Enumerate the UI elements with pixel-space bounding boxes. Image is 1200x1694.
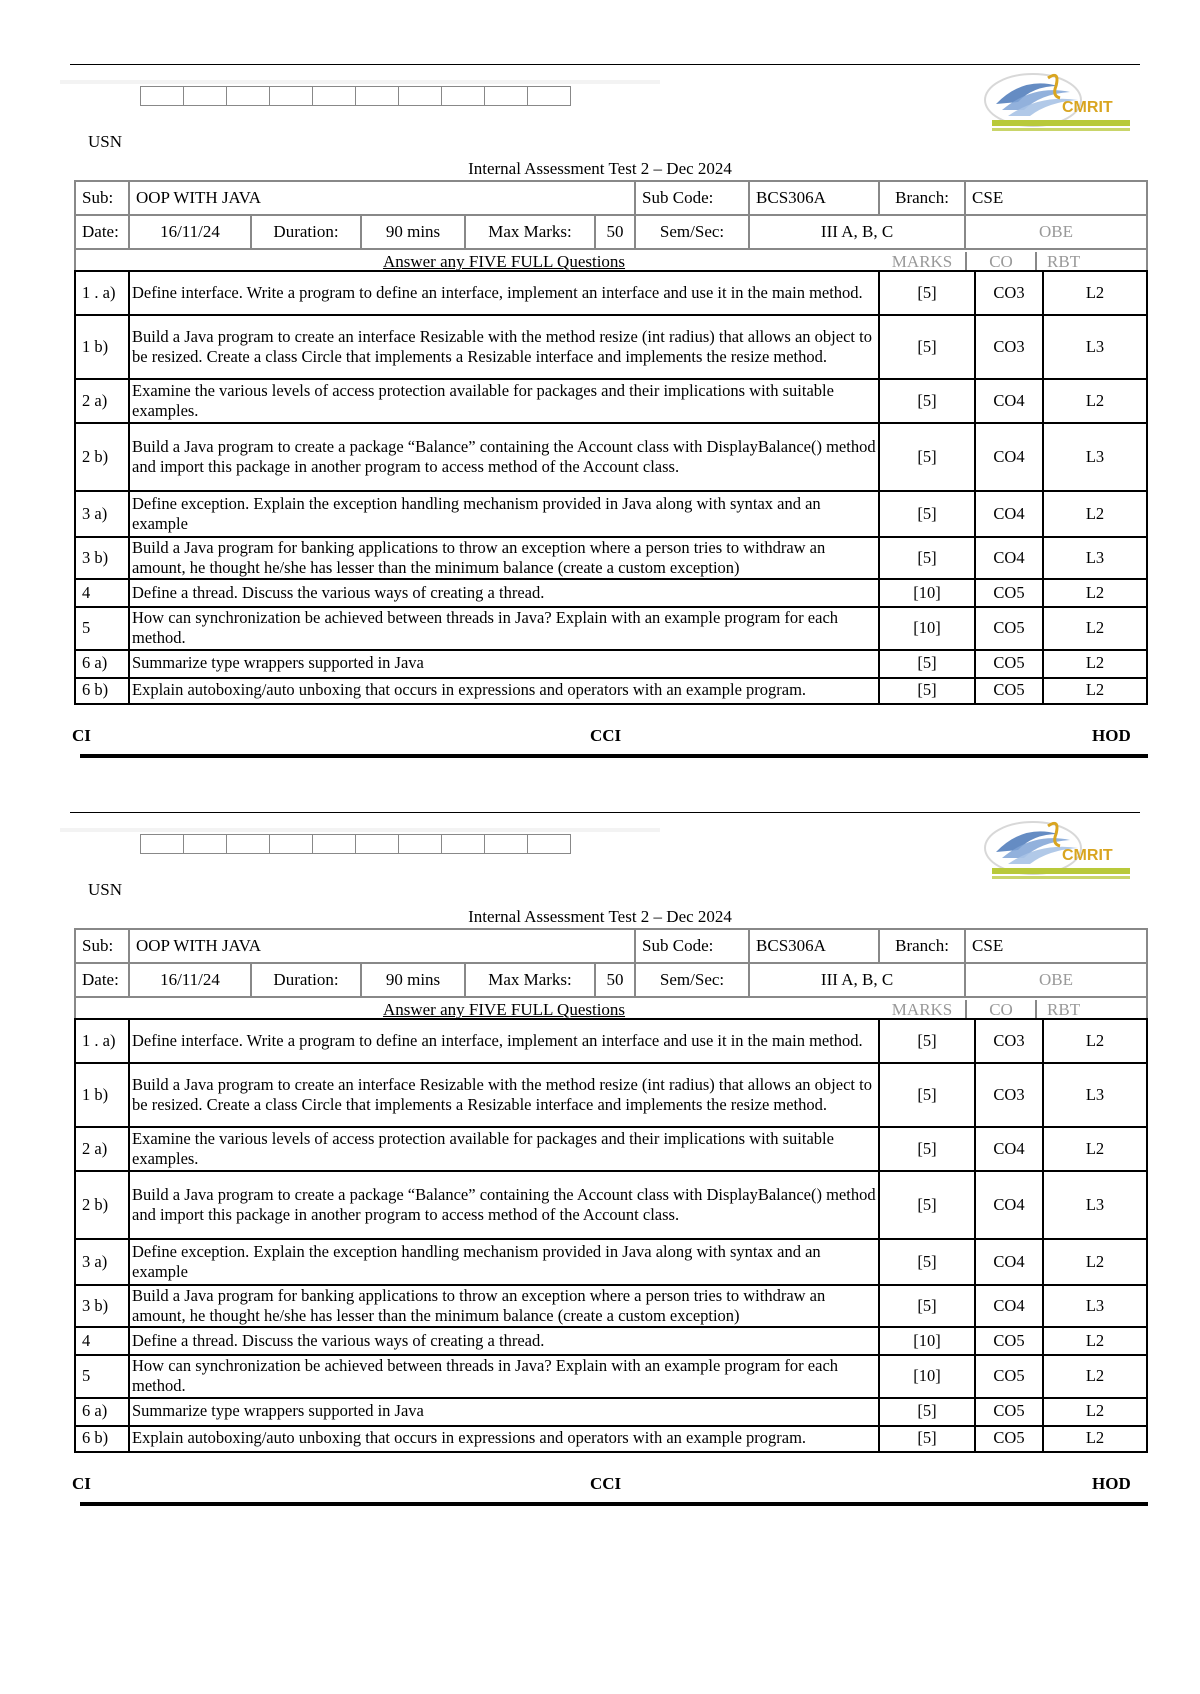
svg-text:CMRIT: CMRIT [1062, 99, 1113, 116]
question-rbt: L2 [1043, 650, 1147, 678]
branch-value: CSE [965, 181, 1147, 215]
question-text: Define a thread. Discuss the various ways of creating a thread. [129, 579, 879, 607]
question-text: How can synchronization be achieved between threads in Java? Explain with an example program for each method. [129, 1355, 879, 1397]
date-label: Date: [75, 963, 129, 997]
question-number: 2 a) [75, 379, 129, 423]
marks-header: MARKS [891, 1000, 953, 1019]
maxmarks-value: 50 [595, 215, 635, 249]
duration-label: Duration: [251, 215, 361, 249]
question-number: 6 a) [75, 650, 129, 678]
sub-label: Sub: [75, 181, 129, 215]
usn-label: USN [88, 880, 123, 899]
signature-cci: CCI [590, 1474, 622, 1493]
question-co: CO4 [975, 379, 1043, 423]
question-number: 2 a) [75, 1127, 129, 1171]
question-text: Examine the various levels of access protection available for packages and their implications with suitable examples. [129, 1127, 879, 1171]
question-text: Define interface. Write a program to define an interface, implement an interface and use it in the main method. [129, 271, 879, 315]
subcode-value: BCS306A [749, 181, 879, 215]
obe-label: OBE [965, 963, 1147, 997]
question-row [75, 537, 1147, 579]
question-number: 3 a) [75, 491, 129, 537]
question-co: CO4 [975, 491, 1043, 537]
duration-label: Duration: [251, 963, 361, 997]
usn-boxes [140, 86, 571, 106]
date-label: Date: [75, 215, 129, 249]
question-row [75, 678, 1147, 704]
question-co: CO5 [975, 678, 1043, 704]
semsec-value: III A, B, C [749, 963, 965, 997]
question-co: CO3 [975, 1063, 1043, 1127]
semsec-label: Sem/Sec: [635, 215, 749, 249]
question-row [75, 1127, 1147, 1171]
question-number: 6 b) [75, 1426, 129, 1452]
question-row [75, 491, 1147, 537]
question-marks: [5] [879, 271, 975, 315]
question-marks: [10] [879, 607, 975, 649]
question-marks: [5] [879, 537, 975, 579]
question-text: Build a Java program for banking applications to throw an exception where a person tries to withdraw an amount, he thought he/she has lesser than the minimum balance (create a custom exception) [129, 1285, 879, 1327]
subcode-label: Sub Code: [635, 929, 749, 963]
question-marks: [5] [879, 1019, 975, 1063]
question-marks: [5] [879, 1171, 975, 1239]
question-text: Examine the various levels of access protection available for packages and their implications with suitable examples. [129, 379, 879, 423]
question-marks: [5] [879, 379, 975, 423]
test-title: Internal Assessment Test 2 – Dec 2024 [468, 159, 732, 178]
obe-label: OBE [965, 215, 1147, 249]
question-rbt: L2 [1043, 271, 1147, 315]
signature-hod: HOD [1092, 1474, 1131, 1493]
question-marks: [5] [879, 1398, 975, 1426]
question-row [75, 1171, 1147, 1239]
question-text: Build a Java program to create a package “Balance” containing the Account class with DisplayBalance() method and import this package in another program to access method of the Account class. [129, 423, 879, 491]
question-co: CO5 [975, 579, 1043, 607]
question-text: Explain autoboxing/auto unboxing that occurs in expressions and operators with an example program. [129, 678, 879, 704]
question-text: Summarize type wrappers supported in Java [129, 650, 879, 678]
co-header: CO [965, 1000, 1037, 1020]
question-co: CO5 [975, 1398, 1043, 1426]
question-rbt: L3 [1043, 537, 1147, 579]
question-rbt: L3 [1043, 1063, 1147, 1127]
question-co: CO3 [975, 271, 1043, 315]
question-text: Define exception. Explain the exception handling mechanism provided in Java along with syntax and an example [129, 1239, 879, 1285]
svg-text:CMRIT: CMRIT [1062, 847, 1113, 864]
sub-value: OOP WITH JAVA [129, 181, 635, 215]
question-number: 4 [75, 579, 129, 607]
subcode-value: BCS306A [749, 929, 879, 963]
question-marks: [10] [879, 579, 975, 607]
header-table [74, 180, 1148, 274]
question-row [75, 650, 1147, 678]
question-row [75, 1355, 1147, 1397]
question-text: Explain autoboxing/auto unboxing that occurs in expressions and operators with an example program. [129, 1426, 879, 1452]
question-rbt: L2 [1043, 1327, 1147, 1355]
header-table [74, 928, 1148, 1022]
question-row [75, 607, 1147, 649]
questions-table [74, 270, 1148, 705]
signature-cci: CCI [590, 726, 622, 745]
question-rbt: L2 [1043, 1019, 1147, 1063]
sub-label: Sub: [75, 929, 129, 963]
question-number: 1 b) [75, 315, 129, 379]
question-number: 6 b) [75, 678, 129, 704]
question-rbt: L2 [1043, 1355, 1147, 1397]
branch-label: Branch: [879, 181, 965, 215]
question-marks: [5] [879, 491, 975, 537]
question-marks: [5] [879, 650, 975, 678]
question-marks: [10] [879, 1355, 975, 1397]
question-number: 3 b) [75, 1285, 129, 1327]
branch-label: Branch: [879, 929, 965, 963]
question-number: 3 a) [75, 1239, 129, 1285]
usn-boxes [140, 834, 571, 854]
question-rbt: L2 [1043, 1239, 1147, 1285]
question-marks: [5] [879, 423, 975, 491]
question-row [75, 1285, 1147, 1327]
question-co: CO5 [975, 607, 1043, 649]
question-row [75, 271, 1147, 315]
rbt-header: RBT [1047, 1000, 1081, 1019]
instruction: Answer any FIVE FULL Questions [382, 252, 626, 271]
question-row [75, 1019, 1147, 1063]
marks-header: MARKS [891, 252, 953, 271]
maxmarks-value: 50 [595, 963, 635, 997]
question-co: CO4 [975, 1285, 1043, 1327]
question-row [75, 379, 1147, 423]
question-row [75, 1327, 1147, 1355]
bottom-rule [80, 754, 1148, 758]
question-co: CO4 [975, 1171, 1043, 1239]
question-rbt: L2 [1043, 579, 1147, 607]
question-marks: [10] [879, 1327, 975, 1355]
question-marks: [5] [879, 678, 975, 704]
test-title: Internal Assessment Test 2 – Dec 2024 [468, 907, 732, 926]
question-text: How can synchronization be achieved between threads in Java? Explain with an example program for each method. [129, 607, 879, 649]
signature-hod: HOD [1092, 726, 1131, 745]
question-number: 1 . a) [75, 271, 129, 315]
question-co: CO4 [975, 423, 1043, 491]
college-logo [978, 68, 1138, 138]
branch-value: CSE [965, 929, 1147, 963]
signature-ci: CI [72, 1474, 91, 1493]
question-marks: [5] [879, 1285, 975, 1327]
question-marks: [5] [879, 1127, 975, 1171]
questions-table [74, 1018, 1148, 1453]
question-text: Build a Java program for banking applications to throw an exception where a person tries to withdraw an amount, he thought he/she has lesser than the minimum balance (create a custom exception) [129, 537, 879, 579]
question-text: Define a thread. Discuss the various ways of creating a thread. [129, 1327, 879, 1355]
usn-shadow [60, 80, 660, 84]
question-co: CO5 [975, 1355, 1043, 1397]
date-value: 16/11/24 [129, 963, 251, 997]
question-text: Summarize type wrappers supported in Java [129, 1398, 879, 1426]
question-rbt: L2 [1043, 379, 1147, 423]
instruction: Answer any FIVE FULL Questions [382, 1000, 626, 1019]
co-header: CO [965, 252, 1037, 272]
bottom-rule [80, 1502, 1148, 1506]
subcode-label: Sub Code: [635, 181, 749, 215]
question-rbt: L2 [1043, 491, 1147, 537]
top-rule [70, 64, 1140, 65]
question-number: 2 b) [75, 1171, 129, 1239]
question-text: Define exception. Explain the exception handling mechanism provided in Java along with syntax and an example [129, 491, 879, 537]
question-rbt: L3 [1043, 1171, 1147, 1239]
question-co: CO5 [975, 1327, 1043, 1355]
question-text: Define interface. Write a program to define an interface, implement an interface and use it in the main method. [129, 1019, 879, 1063]
sub-value: OOP WITH JAVA [129, 929, 635, 963]
question-marks: [5] [879, 1426, 975, 1452]
question-co: CO5 [975, 1426, 1043, 1452]
question-row [75, 423, 1147, 491]
question-rbt: L3 [1043, 315, 1147, 379]
top-rule [70, 812, 1140, 813]
question-marks: [5] [879, 1239, 975, 1285]
question-co: CO5 [975, 650, 1043, 678]
duration-value: 90 mins [361, 215, 465, 249]
semsec-value: III A, B, C [749, 215, 965, 249]
question-number: 5 [75, 1355, 129, 1397]
question-row [75, 579, 1147, 607]
question-co: CO3 [975, 1019, 1043, 1063]
question-text: Build a Java program to create an interface Resizable with the method resize (int radius) that allows an object to be resized. Create a class Circle that implements a Resizable interface and implements the resize method. [129, 315, 879, 379]
question-rbt: L2 [1043, 1398, 1147, 1426]
question-number: 5 [75, 607, 129, 649]
question-number: 6 a) [75, 1398, 129, 1426]
question-rbt: L3 [1043, 423, 1147, 491]
question-text: Build a Java program to create a package “Balance” containing the Account class with DisplayBalance() method and import this package in another program to access method of the Account class. [129, 1171, 879, 1239]
question-row [75, 1063, 1147, 1127]
question-co: CO4 [975, 1127, 1043, 1171]
question-row [75, 315, 1147, 379]
maxmarks-label: Max Marks: [465, 215, 595, 249]
question-row [75, 1398, 1147, 1426]
question-co: CO4 [975, 537, 1043, 579]
question-number: 2 b) [75, 423, 129, 491]
question-co: CO3 [975, 315, 1043, 379]
question-marks: [5] [879, 1063, 975, 1127]
usn-shadow [60, 828, 660, 832]
question-number: 1 b) [75, 1063, 129, 1127]
date-value: 16/11/24 [129, 215, 251, 249]
question-rbt: L2 [1043, 607, 1147, 649]
question-row [75, 1426, 1147, 1452]
question-number: 4 [75, 1327, 129, 1355]
question-rbt: L2 [1043, 1426, 1147, 1452]
question-number: 1 . a) [75, 1019, 129, 1063]
question-text: Build a Java program to create an interface Resizable with the method resize (int radius) that allows an object to be resized. Create a class Circle that implements a Resizable interface and implements the resize method. [129, 1063, 879, 1127]
usn-label: USN [88, 132, 123, 151]
question-rbt: L2 [1043, 678, 1147, 704]
signature-ci: CI [72, 726, 91, 745]
question-row [75, 1239, 1147, 1285]
college-logo [978, 816, 1138, 886]
question-number: 3 b) [75, 537, 129, 579]
question-marks: [5] [879, 315, 975, 379]
question-rbt: L2 [1043, 1127, 1147, 1171]
rbt-header: RBT [1047, 252, 1081, 271]
question-co: CO4 [975, 1239, 1043, 1285]
duration-value: 90 mins [361, 963, 465, 997]
semsec-label: Sem/Sec: [635, 963, 749, 997]
question-rbt: L3 [1043, 1285, 1147, 1327]
maxmarks-label: Max Marks: [465, 963, 595, 997]
